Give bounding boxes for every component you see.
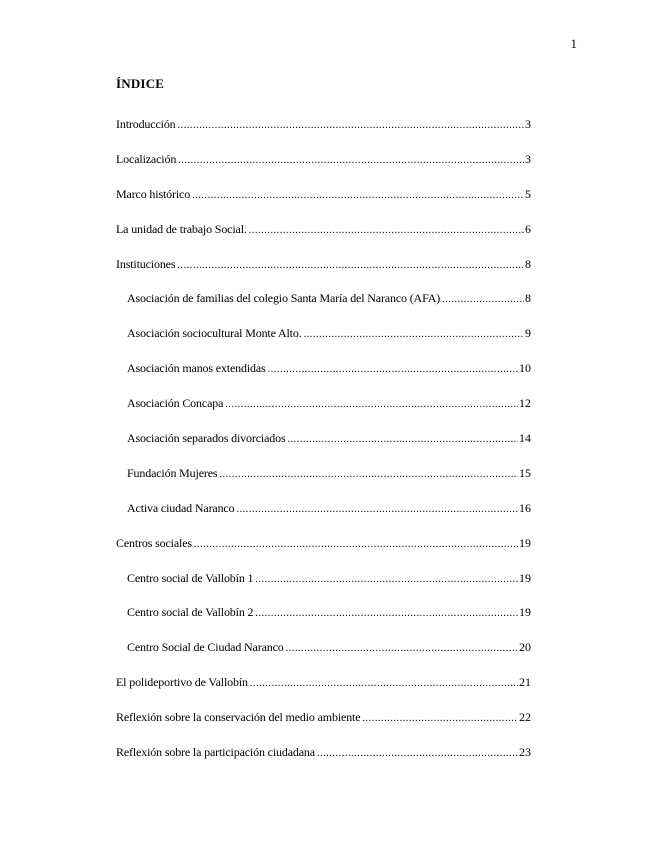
toc-entry-page: 9 (525, 326, 531, 341)
toc-entry[interactable] (116, 500, 531, 535)
toc-dot-leader (249, 223, 524, 239)
toc-entry-label: La unidad de trabajo Social. (116, 221, 247, 236)
toc-entry-page: 3 (525, 151, 531, 166)
toc-dot-leader (250, 676, 518, 692)
toc-entry[interactable] (116, 116, 531, 151)
toc-entry-label: Asociación separados divorciados (127, 431, 286, 446)
toc-entry-label: Asociación sociocultural Monte Alto. (127, 326, 302, 341)
toc-entry[interactable] (116, 709, 531, 744)
toc-dot-leader (317, 746, 518, 762)
table-of-contents (116, 116, 531, 779)
toc-dot-leader (194, 537, 518, 553)
toc-entry[interactable] (116, 430, 531, 465)
toc-entry-page: 20 (519, 640, 531, 655)
toc-dot-leader (219, 467, 518, 483)
toc-entry-label: Reflexión sobre la participación ciudadana (116, 745, 315, 760)
toc-entry-page: 21 (519, 675, 531, 690)
toc-entry[interactable] (116, 639, 531, 674)
toc-dot-leader (255, 606, 518, 622)
toc-dot-leader (255, 572, 518, 588)
toc-entry-label: Centro social de Vallobín 1 (127, 570, 254, 585)
toc-entry-label: Centros sociales (116, 535, 192, 550)
toc-entry-label: Activa ciudad Naranco (127, 500, 235, 515)
toc-entry[interactable] (116, 186, 531, 221)
toc-entry-label: Instituciones (116, 256, 176, 271)
toc-title: ÍNDICE (116, 76, 165, 91)
toc-dot-leader (268, 362, 518, 378)
toc-entry-label: Introducción (116, 117, 176, 131)
toc-dot-leader (192, 188, 524, 204)
toc-dot-leader (287, 432, 518, 448)
toc-entry-page: 5 (525, 186, 531, 201)
page-number: 1 (570, 36, 577, 51)
toc-entry-page: 19 (519, 535, 531, 550)
toc-entry-page: 23 (519, 745, 531, 760)
toc-entry[interactable] (116, 570, 531, 605)
toc-entry[interactable] (116, 325, 531, 360)
toc-entry-page: 6 (525, 221, 531, 236)
toc-entry[interactable] (116, 360, 531, 395)
toc-dot-leader (178, 153, 524, 169)
toc-dot-leader (177, 258, 524, 274)
toc-entry-page: 8 (525, 256, 531, 271)
toc-dot-leader (442, 292, 524, 308)
toc-entry[interactable] (116, 290, 531, 325)
toc-dot-leader (236, 502, 518, 518)
toc-entry[interactable] (116, 744, 531, 779)
toc-entry-label: Marco histórico (116, 186, 191, 201)
toc-entry-page: 19 (519, 570, 531, 585)
toc-entry-label: Fundación Mujeres (127, 465, 218, 480)
toc-entry-label: Centro social de Vallobín 2 (127, 605, 254, 620)
toc-entry[interactable] (116, 535, 531, 570)
toc-entry[interactable] (116, 395, 531, 430)
toc-entry[interactable] (116, 604, 531, 639)
toc-dot-leader (304, 327, 524, 343)
toc-entry-label: El polideportivo de Vallobín (116, 675, 248, 690)
toc-dot-leader (178, 118, 524, 134)
toc-entry[interactable] (116, 151, 531, 186)
toc-entry-label: Asociación manos extendidas (127, 361, 266, 376)
toc-entry[interactable] (116, 674, 531, 709)
toc-entry-label: Centro Social de Ciudad Naranco (127, 640, 284, 655)
toc-entry-label: Localización (116, 151, 177, 166)
toc-entry-page: 16 (519, 500, 531, 515)
toc-dot-leader (225, 397, 518, 413)
toc-entry-page: 22 (519, 710, 531, 725)
toc-entry[interactable] (116, 221, 531, 256)
toc-entry-label: Asociación Concapa (127, 396, 224, 411)
toc-entry-label: Reflexión sobre la conservación del medio ambiente (116, 710, 361, 725)
toc-entry-page: 12 (519, 396, 531, 411)
toc-entry-page: 14 (519, 431, 531, 446)
toc-entry[interactable] (116, 256, 531, 291)
toc-entry-page: 19 (519, 605, 531, 620)
toc-entry[interactable] (116, 465, 531, 500)
toc-entry-page: 8 (525, 291, 531, 306)
toc-entry-label: Asociación de familias del colegio Santa María del Naranco (AFA) (127, 291, 441, 306)
toc-dot-leader (362, 711, 518, 727)
toc-entry-page: 3 (525, 117, 531, 131)
toc-entry-page: 15 (519, 465, 531, 480)
toc-entry-page: 10 (519, 361, 531, 376)
toc-dot-leader (286, 641, 518, 657)
